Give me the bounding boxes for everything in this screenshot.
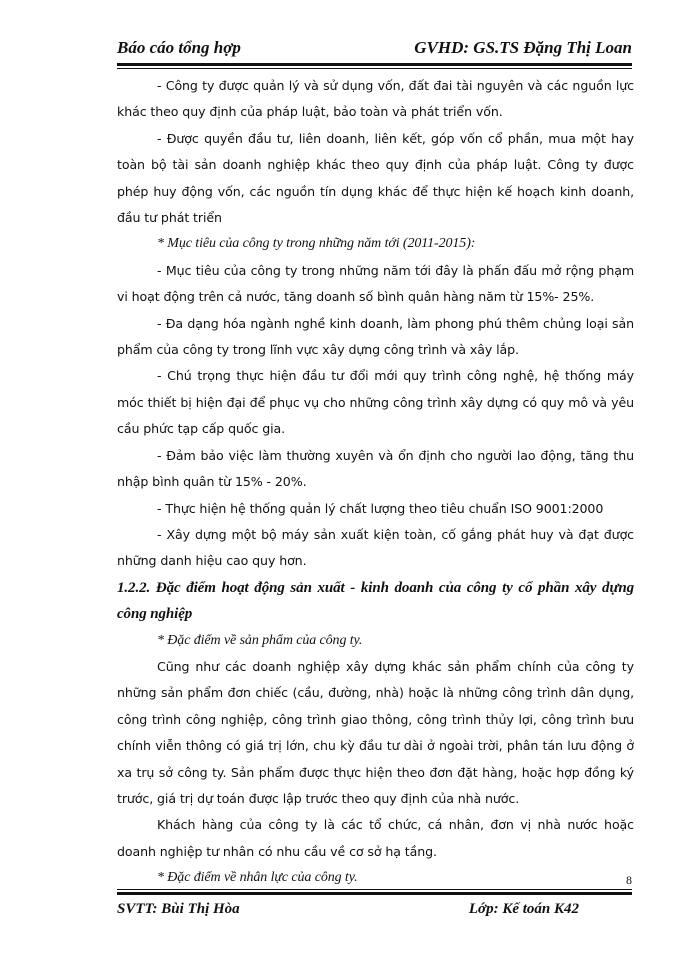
paragraph: - Xây dựng một bộ máy sản xuất kiện toàn, cố gắng phát huy và đạt được những danh hiệu cao quy hơn.: [117, 526, 634, 569]
header-rule-thick: [117, 63, 632, 66]
header-report-title: Báo cáo tổng hợp: [117, 38, 241, 57]
section-heading: 1.2.2. Đặc điểm hoạt động sản xuất - kinh doanh của công ty cổ phần xây dựng công nghiệp: [117, 579, 634, 623]
paragraph: - Thực hiện hệ thống quản lý chất lượng theo tiêu chuẩn ISO 9001:2000: [157, 500, 604, 516]
footer-student: SVTT: Bùi Thị Hòa: [117, 901, 240, 917]
subheading-personnel: * Đặc điểm về nhân lực của công ty.: [157, 870, 358, 886]
paragraph: - Mục tiêu của công ty trong những năm tới đây là phấn đấu mở rộng phạm vi hoạt động trên cả nước, tăng doanh số bình quân hàng năm từ 15%- 25%.: [117, 262, 634, 305]
paragraph: - Được quyền đầu tư, liên doanh, liên kết, góp vốn cổ phần, mua một hay toàn bộ tài sản doanh nghiệp khác theo quy định của pháp luật. Công ty được phép huy động vốn, các nguồn tín dụng khác để thực hiện kế hoạch kinh doanh, đầu tư phát triển: [117, 130, 634, 226]
subheading-goals: * Mục tiêu của công ty trong những năm tới (2011-2015):: [157, 236, 476, 252]
page-footer: [117, 901, 632, 918]
footer-rule-thin: [117, 889, 632, 890]
paragraph: - Công ty được quản lý và sử dụng vốn, đất đai tài nguyên và các nguồn lực khác theo quy định của pháp luật, bảo toàn và phát triển vốn.: [117, 78, 634, 120]
page-body: [117, 73, 634, 892]
paragraph: Cũng như các doanh nghiệp xây dựng khác sản phẩm chính của công ty những sản phẩm đơn chiếc (cầu, đường, nhà) hoặc là những công trình dân dụng, công trình công nghiệp, công trình giao thông, công trình thủy lợi, công trình bưu chính viễn thông có giá trị lớn, chu kỳ đầu tư dài ở ngoài trời, phân tán lưu động ở xa trụ sở công ty. Sản phẩm được thực hiện theo đơn đặt hàng, hoặc hợp đồng ký trước, giá trị dự toán được lập trước theo quy định của nhà nước.: [117, 658, 634, 806]
paragraph: - Chú trọng thực hiện đầu tư đổi mới quy trình công nghệ, hệ thống máy móc thiết bị hiện đại để phục vụ cho những công trình xây dựng có quy mô và yêu cầu phức tạp cấp quốc gia.: [117, 368, 634, 437]
header-rule-thin: [117, 68, 632, 69]
footer-class: Lớp: Kế toán K42: [468, 901, 579, 917]
header-supervisor: GVHD: GS.TS Đặng Thị Loan: [414, 38, 632, 57]
page-header: [117, 38, 632, 58]
page-number: 8: [626, 873, 632, 887]
subheading-products: * Đặc điểm về sản phẩm của công ty.: [157, 632, 363, 648]
footer-rule-thick: [117, 892, 632, 895]
paragraph: Khách hàng của công ty là các tổ chức, cá nhân, đơn vị nhà nước hoặc doanh nghiệp tư nhân có nhu cầu về cơ sở hạ tầng.: [117, 817, 634, 859]
paragraph: - Đảm bảo việc làm thường xuyên và ổn định cho người lao động, tăng thu nhập bình quân từ 15% - 20%.: [117, 447, 634, 490]
paragraph: - Đa dạng hóa ngành nghề kinh doanh, làm phong phú thêm chủng loại sản phẩm của công ty trong lĩnh vực xây dựng công trình và xây lắp.: [117, 315, 634, 358]
